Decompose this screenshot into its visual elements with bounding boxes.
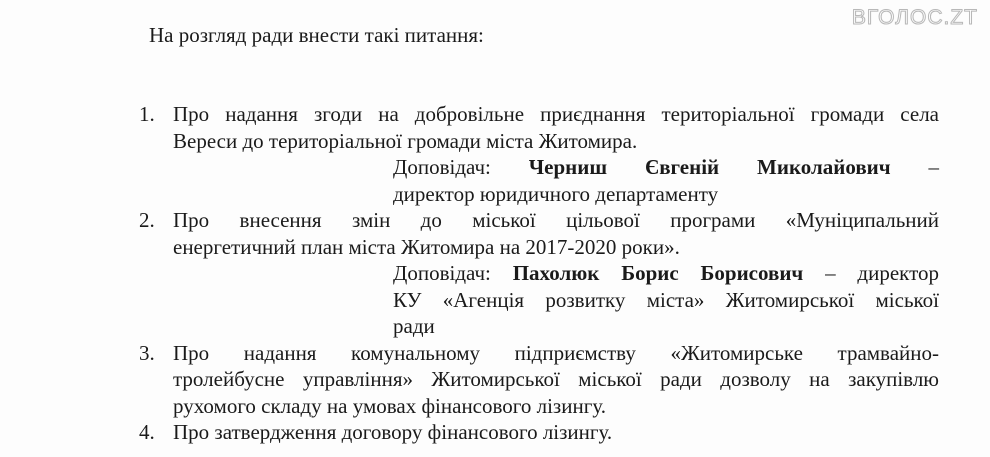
speaker-role: директор юридичного департаменту <box>393 181 719 206</box>
speaker-role: ради <box>393 314 435 338</box>
agenda-item-3 <box>139 340 939 420</box>
speaker-block <box>393 260 939 340</box>
intro-text: На розгляд ради внести такі питання: <box>149 23 484 47</box>
item-number: 1. <box>139 102 155 126</box>
agenda-item-2 <box>139 207 939 340</box>
speaker-block <box>393 154 939 207</box>
speaker-line <box>393 154 939 181</box>
speaker-label: Доповідач: <box>393 155 491 179</box>
agenda-item-1 <box>139 101 939 207</box>
item-text-line: енергетичний план міста Житомира на 2017-2020 роки». <box>173 234 680 259</box>
speaker-role: КУ «Агенція розвитку міста» Житомирської міської <box>393 287 939 312</box>
agenda-item-4 <box>139 419 939 446</box>
item-number: 4. <box>139 420 155 444</box>
item-text-line: Про надання згоди на добровільне приєднання територіальної громади села <box>173 102 939 126</box>
item-text-line: тролейбусне управління» Житомирської міської ради дозволу на закупівлю <box>173 367 939 391</box>
item-text-line: Вереси до територіальної громади міста Житомира. <box>173 128 638 153</box>
item-text-line: Про затвердження договору фінансового лізингу. <box>173 420 613 444</box>
site-watermark: ВГОЛОС.ZT <box>851 6 978 29</box>
speaker-line <box>393 260 939 287</box>
item-text-line: рухомого складу на умовах фінансового лізингу. <box>173 393 606 418</box>
speaker-label: Доповідач: <box>393 261 491 285</box>
item-number: 3. <box>139 340 155 365</box>
speaker-name: Черниш Євгеній Миколайович <box>528 155 891 179</box>
item-number: 2. <box>139 208 155 232</box>
speaker-name: Пахолюк Борис Борисович <box>512 261 804 285</box>
item-text-line: Про надання комунальному підприємству «Житомирське трамвайно- <box>173 340 939 365</box>
speaker-role: – директор <box>825 261 940 285</box>
item-text-line: Про внесення змін до міської цільової програми «Муніципальний <box>173 208 939 232</box>
agenda-list <box>139 101 939 446</box>
speaker-dash: – <box>928 155 940 179</box>
